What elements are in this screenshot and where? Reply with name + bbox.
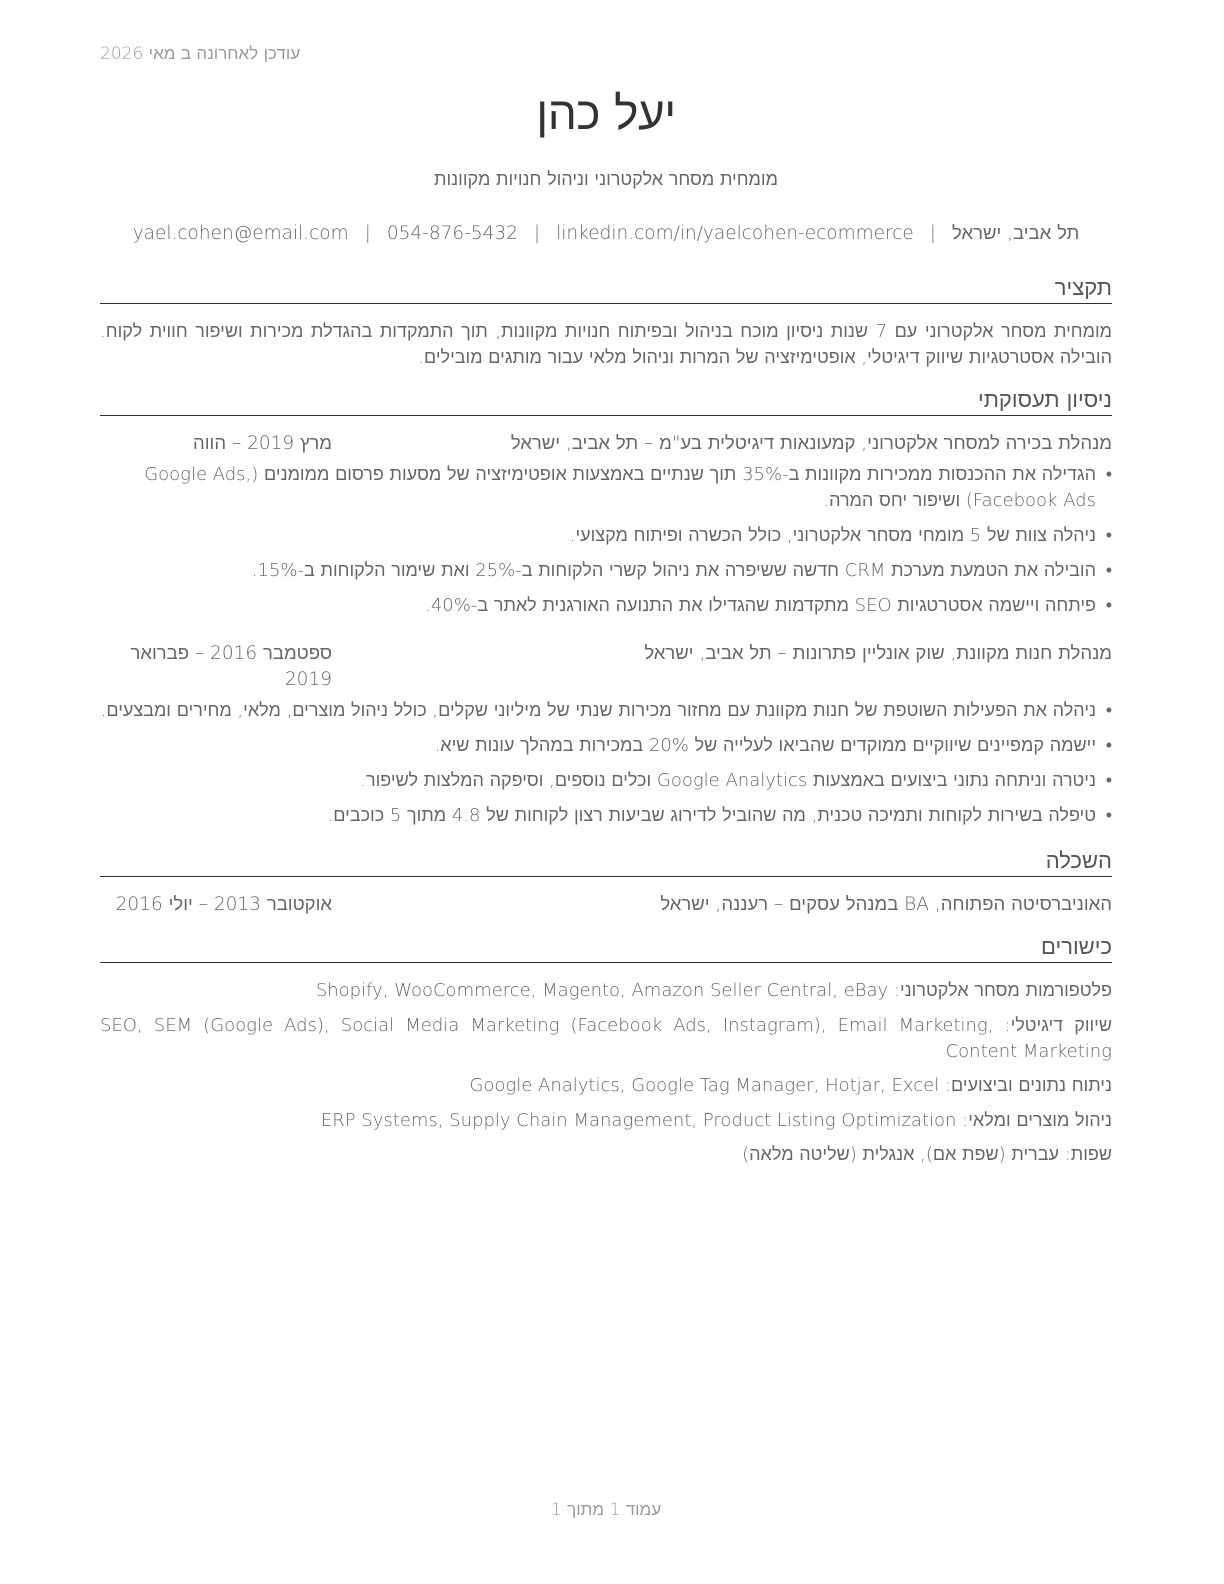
job-bullet: • הגדילה את ההכנסות ממכירות מקוונות ב-35% תוך שנתיים באמצעות אופטימיזציה של מסעות פרסום ממומנים (Google Ads, Facebook Ads) ושיפור יחס המרה. [100, 462, 1096, 514]
summary-text: מומחית מסחר אלקטרוני עם 7 שנות ניסיון מוכח בניהול ובפיתוח חנויות מקוונות, תוך התמקדות בהגדלת מכירות ושיפור חווית לקוח. הובילה אסטרטגיות שיווק דיגיטלי, אופטימיזציה של המרות וניהול מלאי עבור מותגים מובילים. [100, 321, 1112, 368]
page-number: עמוד 1 מתוך 1 [550, 1500, 662, 1520]
candidate-name: יעל כהן [536, 86, 676, 140]
contact-phone[interactable]: 054-876-5432 [386, 223, 518, 244]
job-bullets [100, 462, 1112, 628]
section-title-experience: ניסיון תעסוקתי [100, 387, 1112, 416]
last-updated: עודכן לאחרונה ב מאי 2026 [100, 44, 301, 64]
job-title: מנהלת חנות מקוונת, שוק אונליין פתרונות – תל אביב, ישראל [644, 643, 1112, 664]
skill-line: שיווק דיגיטלי: SEO, SEM (Google Ads), Social Media Marketing (Facebook Ads, Instagram), Email Marketing, Content Marketing [100, 1015, 1112, 1062]
job-bullet: • הובילה את הטמעת מערכת CRM חדשה ששיפרה את ניהול קשרי הלקוחות ב-25% ואת שימור הלקוחות ב-15%. [100, 558, 1096, 584]
job-bullets [100, 698, 1112, 838]
job-bullet: • ניטרה וניתחה נתוני ביצועים באמצעות Google Analytics וכלים נוספים, וסיפקה המלצות לשיפור. [100, 768, 1096, 794]
section-title-education: השכלה [100, 848, 1112, 877]
contact-separator: | [364, 223, 371, 244]
contact-separator: | [929, 223, 937, 244]
skill-line: פלטפורמות מסחר אלקטרוני: Shopify, WooCommerce, Magento, Amazon Seller Central, eBay [315, 980, 1112, 1001]
contact-location: תל אביב, ישראל [952, 223, 1080, 244]
skill-line: ניתוח נתונים וביצועים: Google Analytics, Google Tag Manager, Hotjar, Excel [469, 1075, 1112, 1096]
job-bullet: • ניהלה את הפעילות השוטפת של חנות מקוונת עם מחזור מכירות שנתי של מיליוני שקלים, כולל ניהול מוצרים, מלאי, מחירים ומבצעים. [100, 698, 1096, 724]
job-dates: ספטמבר 2016 – פברואר 2019 [130, 643, 332, 690]
resume-page [100, 0, 1112, 1584]
education-heading: האוניברסיטה הפתוחה, BA במנהל עסקים – רעננה, ישראל [660, 894, 1112, 915]
job-dates: מרץ 2019 – הווה [193, 433, 332, 454]
job-bullet: • יישמה קמפיינים שיווקיים ממוקדים שהביאו לעלייה של 20% במכירות במהלך עונות שיא. [100, 733, 1096, 759]
section-title-summary: תקציר [100, 275, 1112, 304]
skill-line: שפות: עברית (שפת אם), אנגלית (שליטה מלאה) [742, 1144, 1112, 1165]
job-bullet: • ניהלה צוות של 5 מומחי מסחר אלקטרוני, כולל הכשרה ופיתוח מקצועי. [100, 523, 1096, 549]
contact-separator: | [533, 223, 541, 244]
headline: מומחית מסחר אלקטרוני וניהול חנויות מקוונות [434, 169, 778, 190]
skill-line: ניהול מוצרים ומלאי: ERP Systems, Supply Chain Management, Product Listing Optimization [320, 1110, 1112, 1131]
contact-email[interactable]: yael.cohen@email.com [132, 223, 349, 244]
job-bullet: • פיתחה ויישמה אסטרטגיות SEO מתקדמות שהגדילו את התנועה האורגנית לאתר ב-40%. [100, 593, 1096, 619]
section-title-skills: כישורים [100, 934, 1112, 963]
job-bullet: • טיפלה בשירות לקוחות ותמיכה טכנית, מה שהוביל לדירוג שביעות רצון לקוחות של 4.8 מתוך 5 כוכבים. [100, 803, 1096, 829]
contact-line [100, 222, 1112, 244]
contact-linkedin[interactable]: linkedin.com/in/yaelcohen-ecommerce [556, 223, 914, 244]
job-title: מנהלת בכירה למסחר אלקטרוני, קמעונאות דיגיטלית בע"מ – תל אביב, ישראל [510, 433, 1112, 454]
education-dates: אוקטובר 2013 – יולי 2016 [115, 894, 332, 915]
